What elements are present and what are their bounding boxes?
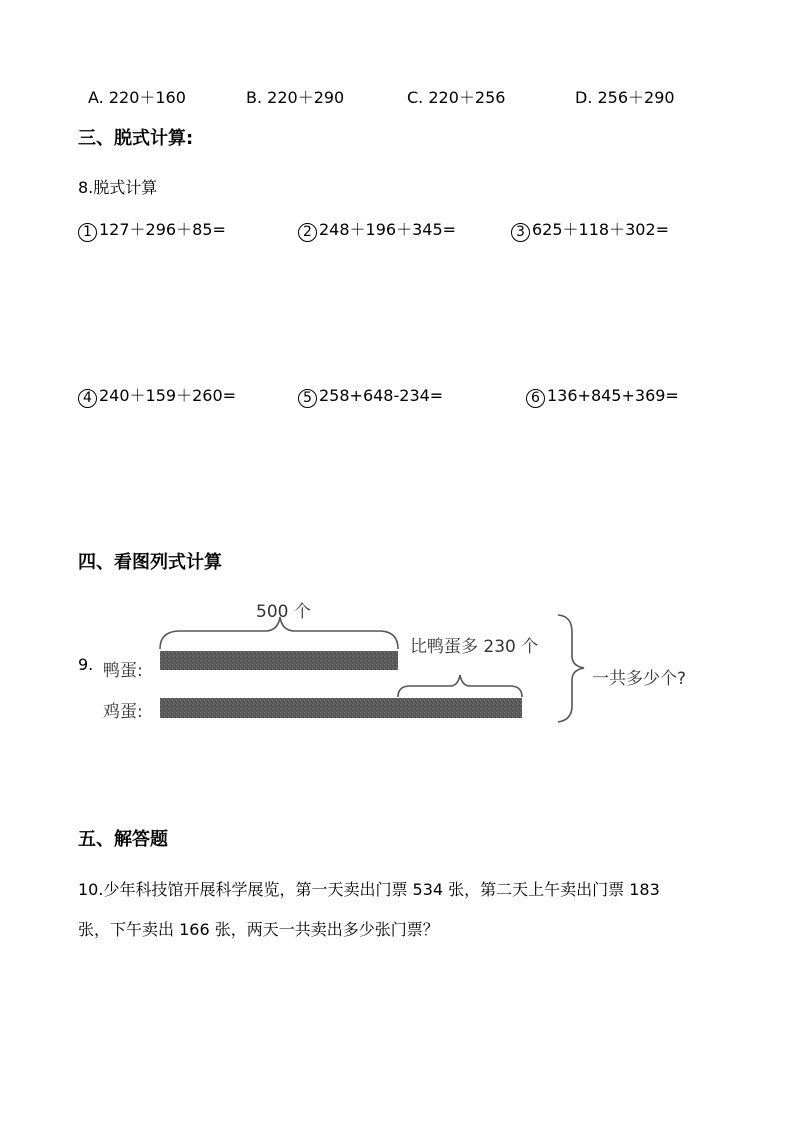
circled-number: 6: [526, 389, 545, 408]
brace-total: [558, 615, 584, 722]
circled-number: 4: [78, 389, 97, 408]
duck-egg-label: 鸭蛋:: [103, 661, 143, 681]
total-question-label: 一共多少个?: [592, 669, 687, 689]
question-9-label: 9.: [78, 655, 94, 674]
brace-difference: [398, 675, 522, 697]
calc-expression: 625＋118＋302=: [532, 220, 670, 239]
duck-egg-bar: [160, 651, 398, 670]
calc-expression: 127＋296＋85=: [99, 220, 226, 239]
chicken-egg-bar: [160, 698, 522, 718]
circled-number: 3: [511, 223, 530, 242]
circled-number: 5: [298, 389, 317, 408]
option-b: B. 220＋290: [246, 88, 345, 107]
section-3-heading: 三、脱式计算:: [78, 128, 194, 149]
section-5-heading: 五、解答题: [78, 829, 168, 850]
total-duck-label: 500 个: [256, 602, 311, 622]
question-10-line-2: 张，下午卖出 166 张，两天一共卖出多少张门票？: [78, 920, 439, 939]
option-d: D. 256＋290: [575, 88, 675, 107]
calc-expression: 136+845+369=: [547, 386, 679, 405]
section-4-heading: 四、看图列式计算: [78, 552, 222, 573]
calc-expression: 258+648-234=: [319, 386, 444, 405]
question-8-label: 8.脱式计算: [78, 178, 158, 197]
option-a: A. 220＋160: [88, 88, 186, 107]
circled-number: 2: [298, 223, 317, 242]
calc-expression: 240＋159＋260=: [99, 386, 237, 405]
circled-number: 1: [78, 223, 97, 242]
chicken-egg-label: 鸡蛋:: [103, 702, 143, 722]
question-10-line-1: 10.少年科技馆开展科学展览，第一天卖出门票 534 张，第二天上午卖出门票 183: [78, 880, 660, 899]
calc-expression: 248＋196＋345=: [319, 220, 457, 239]
option-c: C. 220＋256: [407, 88, 506, 107]
difference-label: 比鸭蛋多 230 个: [410, 637, 539, 657]
